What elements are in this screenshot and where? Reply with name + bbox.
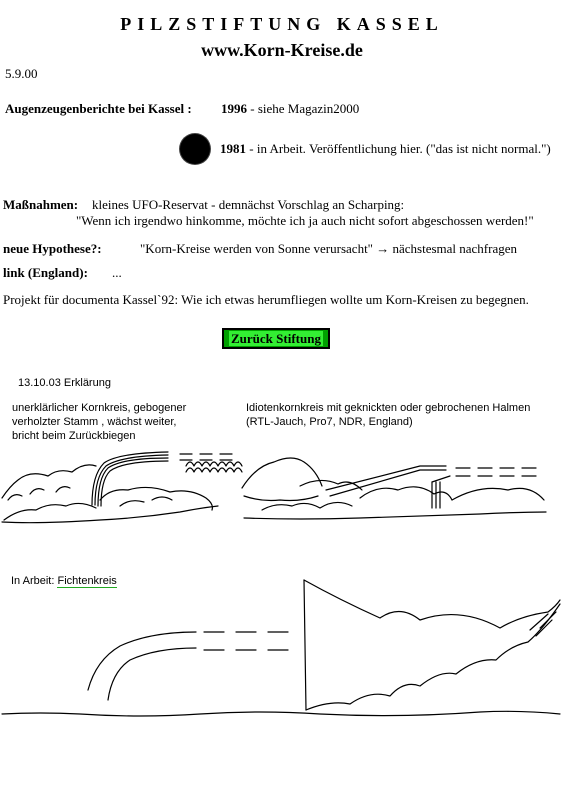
witness-1981-text: - in Arbeit. Veröffentlichung hier. ("das ist nicht normal.") <box>249 141 551 156</box>
date: 5.9.00 <box>5 66 38 81</box>
page-title: PILZSTIFTUNG KASSEL <box>120 14 444 34</box>
site-url: www.Korn-Kreise.de <box>201 40 363 60</box>
measures-line1: kleines UFO-Reservat - demnächst Vorschlag an Scharping: <box>92 197 405 212</box>
left-sketch <box>2 452 242 523</box>
link-label: link (England): <box>3 265 88 280</box>
left-note-line: unerklärlicher Kornkreis, gebogener <box>12 402 187 414</box>
right-note-line: (RTL-Jauch, Pro7, NDR, England) <box>246 416 413 428</box>
hypothesis-text: "Korn-Kreise werden von Sonne verursacht" → nächstesmal nachfragen <box>140 241 518 256</box>
fir-sketch <box>2 580 560 716</box>
hypothesis-label: neue Hypothese?: <box>3 241 102 256</box>
left-note-line: bricht beim Zurückbiegen <box>12 430 136 442</box>
measures-line2: "Wenn ich irgendwo hinkomme, möchte ich ja auch nicht sofort abgeschossen werden!" <box>76 213 534 228</box>
right-note-line: Idiotenkornkreis mit geknickten oder gebrochenen Halmen <box>246 402 531 414</box>
back-button-label: Zurück Stiftung <box>231 331 321 346</box>
year-1981: 1981 <box>220 141 246 156</box>
in-work-label: In Arbeit: <box>11 575 55 587</box>
witness-1996-text: - siehe Magazin2000 <box>250 101 360 116</box>
right-sketch <box>242 458 546 519</box>
left-note-line: verholzter Stamm , wächst weiter, <box>12 416 177 428</box>
fichtenkreis-link[interactable]: Fichtenkreis <box>57 575 117 587</box>
witness-label: Augenzeugenberichte bei Kassel : <box>5 101 192 116</box>
link-ellipsis[interactable]: ... <box>112 265 122 280</box>
year-1996: 1996 <box>221 101 247 116</box>
drawing1-caption: 13.10.03 Erklärung <box>18 377 111 389</box>
measures-label: Maßnahmen: <box>3 197 79 212</box>
project-text: Projekt für documenta Kassel`92: Wie ich etwas herumfliegen wollte um Korn-Kreisen zu begegnen. <box>3 292 529 307</box>
